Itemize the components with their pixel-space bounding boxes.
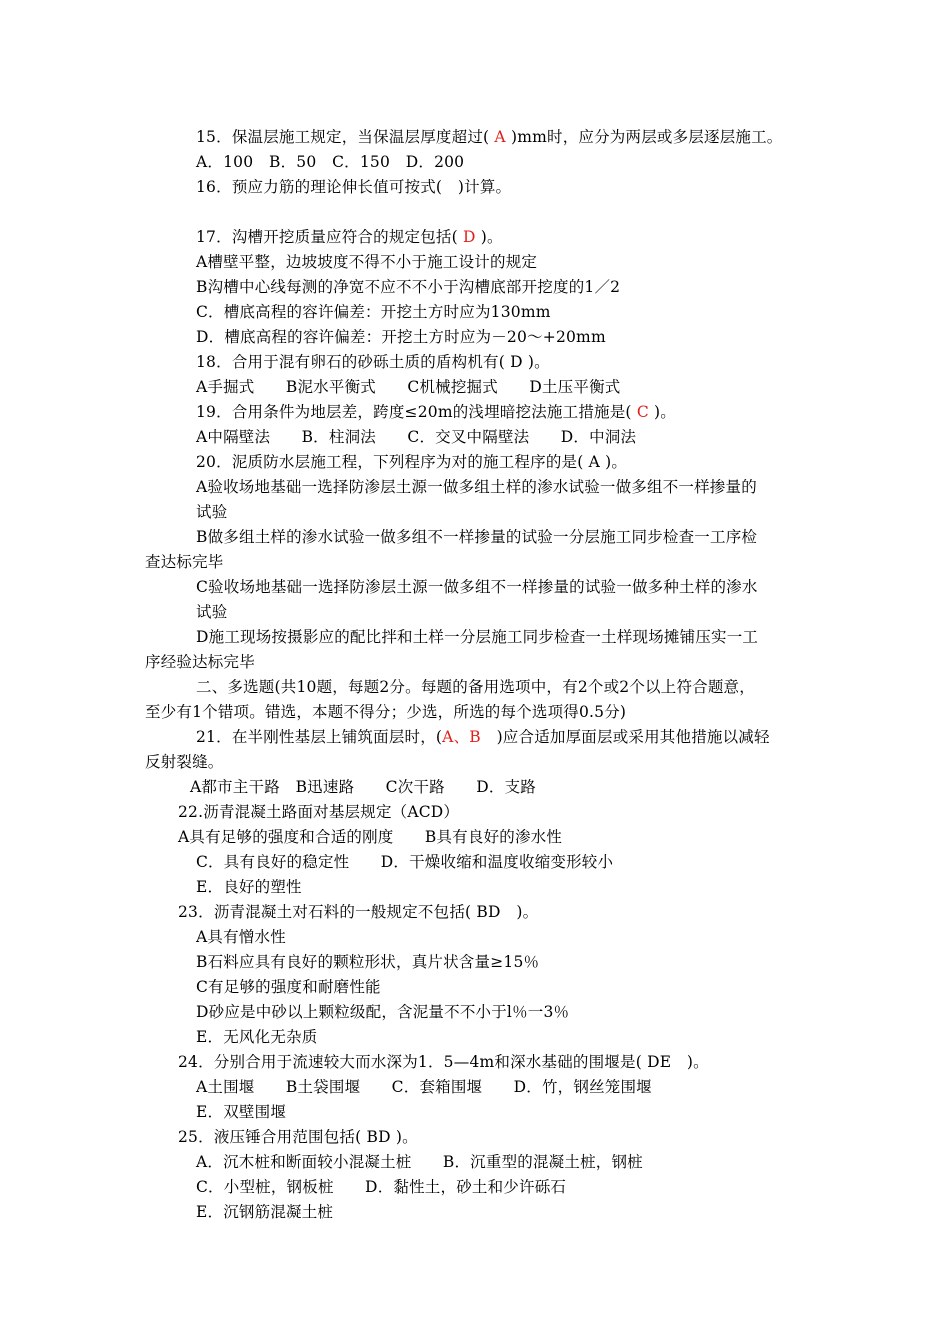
option-20c-cont: 试验 [196, 603, 228, 621]
question-23: 23．沥青混凝土对石料的一般规定不包括( BD )。 [178, 903, 539, 921]
option-24e: E．双壁围堰 [196, 1103, 287, 1121]
answer-mark: A、B [442, 728, 481, 746]
question-24: 24．分别合用于流速较大而水深为1．5—4m和深水基础的围堰是( DE )。 [178, 1053, 709, 1071]
option-17d: D．槽底高程的容许偏差：开挖土方时应为－20～+20mm [196, 328, 606, 346]
question-20: 20．泥质防水层施工程，下列程序为对的施工程序的是( A )。 [196, 453, 628, 471]
question-25: 25．液压锤合用范围包括( BD )。 [178, 1128, 418, 1146]
option-20b-cont: 查达标完毕 [145, 553, 224, 571]
question-21: 21．在半刚性基层上铺筑面层时，(A、B )应合适加厚面层或采用其他措施以减轻 [196, 728, 770, 746]
section-heading-cont: 至少有1个错项。错选，本题不得分；少选，所选的每个选项得0.5分) [145, 703, 627, 721]
question-22: 22.沥青混凝土路面对基层规定（ACD） [178, 803, 460, 821]
question-18: 18．合用于混有卵石的砂砾土质的盾构机有( D )。 [196, 353, 550, 371]
options-15: A．100 B．50 C．150 D．200 [196, 153, 465, 171]
answer-mark: C [636, 403, 649, 421]
options-22-cd: C．具有良好的稳定性 D．干燥收缩和温度收缩变形较小 [196, 853, 614, 871]
option-20d-cont: 序经验达标完毕 [145, 653, 255, 671]
options-22-ab: A具有足够的强度和合适的刚度 B具有良好的渗水性 [178, 828, 563, 846]
options-25-cd: C．小型桩，钢板桩 D．黏性土，砂土和少许砾石 [196, 1178, 567, 1196]
option-23a: A具有憎水性 [196, 928, 286, 946]
option-17b: B沟槽中心线每测的净宽不应不不小于沟槽底部开挖度的1／2 [196, 278, 621, 296]
option-23c: C有足够的强度和耐磨性能 [196, 978, 381, 996]
option-17c: C．槽底高程的容许偏差：开挖土方时应为130mm [196, 303, 551, 321]
options-19: A中隔壁法 B．柱洞法 C．交叉中隔壁法 D．中洞法 [196, 428, 637, 446]
question-19: 19．合用条件为地层差，跨度≤20m的浅埋暗挖法施工措施是( C )。 [196, 403, 676, 421]
option-20b: B做多组土样的渗水试验一做多组不一样掺量的试验一分层施工同步检查一工序检 [196, 528, 758, 546]
question-15: 15．保温层施工规定，当保温层厚度超过( A )mm时，应分为两层或多层逐层施工。 [196, 128, 783, 146]
options-24: A土围堰 B土袋围堰 C．套箱围堰 D．竹，钢丝笼围堰 [196, 1078, 652, 1096]
option-20d: D施工现场按摄影应的配比拌和土样一分层施工同步检查一土样现场摊铺压实一工 [196, 628, 759, 646]
options-21: A都市主干路 B迅速路 C次干路 D．支路 [190, 778, 536, 796]
option-22e: E．良好的塑性 [196, 878, 302, 896]
option-20c: C验收场地基础一选择防渗层土源一做多组不一样掺量的试验一做多种土样的渗水 [196, 578, 758, 596]
option-25e: E．沉钢筋混凝土桩 [196, 1203, 334, 1221]
question-16: 16．预应力筋的理论伸长值可按式( )计算。 [196, 178, 512, 196]
question-17: 17．沟槽开挖质量应符合的规定包括( D )。 [196, 228, 503, 246]
answer-mark: A [494, 128, 506, 146]
option-23e: E．无风化无杂质 [196, 1028, 318, 1046]
question-21-cont: 反射裂缝。 [145, 753, 224, 771]
answer-mark: D [463, 228, 476, 246]
option-17a: A槽壁平整，边坡坡度不得不小于施工设计的规定 [196, 253, 538, 271]
option-23d: D砂应是中砂以上颗粒级配，含泥量不不小于l％一3％ [196, 1003, 570, 1021]
section-heading: 二、多选题(共10题，每题2分。每题的备用选项中，有2个或2个以上符合题意， [196, 678, 755, 696]
options-25-ab: A．沉木桩和断面较小混凝土桩 B．沉重型的混凝土桩，钢桩 [196, 1153, 643, 1171]
option-20a: A验收场地基础一选择防渗层土源一做多组土样的渗水试验一做多组不一样掺量的 [196, 478, 757, 496]
options-18: A手掘式 B泥水平衡式 C机械挖掘式 D土压平衡式 [196, 378, 621, 396]
option-20a-cont: 试验 [196, 503, 228, 521]
option-23b: B石料应具有良好的颗粒形状，真片状含量≥15％ [196, 953, 540, 971]
